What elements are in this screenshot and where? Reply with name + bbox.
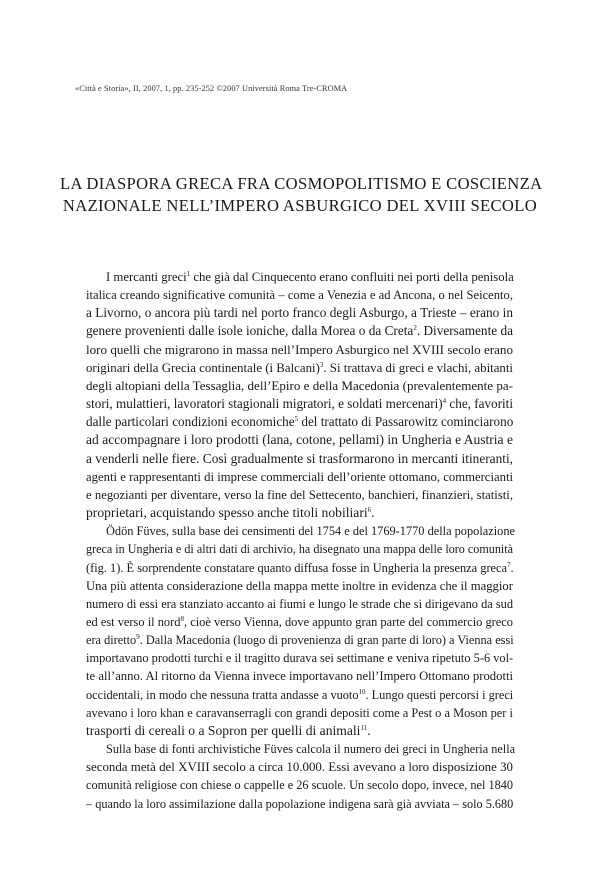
line-text: seconda metà del XVIII secolo a circa 10.000. Essi avevano a loro disposizione 30 xyxy=(86,760,513,775)
line-text: Sulla base di fonti archivistiche Füves calcola il numero dei greci in Ungheria nella xyxy=(106,742,516,757)
text-line xyxy=(86,758,513,776)
text-line xyxy=(86,341,513,359)
text-line xyxy=(86,722,513,740)
line-text: originari della Grecia continentale (i Balcani) xyxy=(86,360,320,375)
footnote-marker[interactable]: 11 xyxy=(360,723,368,732)
article-body xyxy=(86,268,516,813)
line-text: avevano i loro khan e caravanserragli con grandi depositi come a Pest o a Moson per i xyxy=(86,705,513,720)
running-head: «Città e Storia», II, 2007, 1, pp. 235-252 ©2007 Università Roma Tre-CROMA xyxy=(75,84,348,93)
footnote-marker[interactable]: 1 xyxy=(186,270,191,278)
line-text: ed est verso il nord xyxy=(86,614,181,629)
text-line xyxy=(86,486,513,504)
article-title xyxy=(60,173,543,217)
paragraph xyxy=(86,268,513,522)
text-line xyxy=(86,377,513,395)
text-line xyxy=(86,304,513,322)
text-line xyxy=(86,522,513,540)
text-line xyxy=(86,704,513,722)
footnote-marker[interactable]: 10 xyxy=(358,687,366,696)
line-text: ad accompagnare i loro prodotti (lana, cotone, pellami) in Ungheria e Austria e xyxy=(86,432,513,448)
text-line xyxy=(86,667,513,685)
line-text: genere provenienti dalle isole ioniche, dalla Morea o da Creta xyxy=(86,323,414,339)
footnote-marker[interactable]: 4 xyxy=(442,397,447,406)
text-line xyxy=(86,431,513,449)
text-line xyxy=(86,395,513,413)
line-text: proprietari, acquistando spesso anche titoli nobiliari xyxy=(86,505,368,521)
line-text: stori, mulattieri, lavoratori stagionali migratori, e soldati mercenari) xyxy=(86,396,443,412)
line-text: trasporti di cereali o a Sopron per quelli di animali xyxy=(86,722,361,738)
line-text: occidentali, in modo che nessuna tratta andasse a vuoto xyxy=(86,687,359,702)
line-text: Ödön Füves, sulla base dei censimenti del 1754 e del 1769-1770 della popolazione xyxy=(106,524,515,539)
paragraph xyxy=(86,740,516,813)
line-text: Una più attenta considerazione della mappa mette inoltre in evidenza che il maggior xyxy=(86,578,513,593)
text-line xyxy=(86,268,513,286)
line-text: del trattato di Passarowitz cominciarono xyxy=(298,414,514,430)
line-text: – quando la loro assimilazione dalla popolazione indigena sarà già avviata – solo 5.680 xyxy=(86,796,514,811)
line-text: che già dal Cinquecento erano confluiti nei porti della penisola xyxy=(190,270,514,284)
line-text: degli altopiani della Tessaglia, dell’Epiro e della Macedonia (prevalentemente pa- xyxy=(86,377,513,393)
text-line xyxy=(86,359,513,377)
line-text: importavano prodotti turchi e il tragitto durava sei settimane e veniva ripetuto 5-6 vol- xyxy=(86,651,514,666)
line-text: . Dalla Macedonia (luogo di provenienza di gran parte di loro) a Vienna essi xyxy=(139,633,514,648)
line-text: . xyxy=(371,505,375,521)
text-line xyxy=(86,631,513,649)
line-text: a venderli nelle fiere. Così gradualmente si trasformarono in mercanti itineranti, xyxy=(86,450,513,466)
text-line xyxy=(86,286,513,304)
line-text: era diretto xyxy=(86,633,137,648)
text-line xyxy=(86,450,513,468)
line-text: comunità religiose con chiese o cappelle e 26 scuole. Un secolo dopo, invece, nel 1840 xyxy=(86,778,513,793)
line-text: agenti e rappresentanti di imprese commerciali dell’oriente ottomano, commercianti xyxy=(86,469,513,484)
text-line xyxy=(86,613,513,631)
footnote-marker[interactable]: 8 xyxy=(180,614,184,623)
text-line xyxy=(86,504,513,522)
text-line xyxy=(86,686,513,704)
line-text: . Si trattava di greci e vlachi, abitanti xyxy=(323,360,513,375)
footnote-marker[interactable]: 5 xyxy=(294,415,299,424)
line-text: numero di essi era stanziato accanto ai fiumi e lungo le strade che si dirigevano da sud xyxy=(86,596,513,611)
footnote-marker[interactable]: 3 xyxy=(319,360,324,369)
line-text: . xyxy=(510,560,514,575)
line-text: italica creando significative comunità – come a Venezia e ad Ancona, o nel Seicento, xyxy=(86,288,513,303)
line-text: . Diversamente da xyxy=(416,323,513,339)
footnote-marker[interactable]: 6 xyxy=(367,506,372,515)
text-line xyxy=(86,740,516,758)
line-text: . Lungo questi percorsi i greci xyxy=(365,687,514,702)
text-line xyxy=(86,413,513,431)
footnote-marker[interactable]: 7 xyxy=(507,560,511,569)
text-line xyxy=(86,540,513,558)
paragraph xyxy=(86,522,513,740)
text-line xyxy=(86,595,513,613)
title-line: LA DIASPORA GRECA FRA COSMOPOLITISMO E COSCIENZA xyxy=(60,174,543,193)
text-line xyxy=(86,322,513,340)
line-text: dalle particolari condizioni economiche xyxy=(86,414,295,430)
title-line: NAZIONALE NELL’IMPERO ASBURGICO DEL XVIII SECOLO xyxy=(62,196,538,215)
line-text: , cioè verso Vienna, dove appunto gran parte del commercio greco xyxy=(183,614,513,629)
text-line xyxy=(86,795,513,813)
text-line xyxy=(86,577,513,595)
text-line xyxy=(86,776,513,794)
line-text: a Livorno, o ancora più tardi nel porto franco degli Asburgo, a Trieste – erano in xyxy=(86,305,513,321)
line-text: loro quelli che migrarono in massa nell’Impero Asburgico nel XVIII secolo erano xyxy=(86,341,513,357)
text-line xyxy=(86,468,513,486)
footnote-marker[interactable]: 9 xyxy=(136,633,140,642)
text-line xyxy=(86,649,513,667)
line-text: (fig. 1). È sorprendente constatare quanto diffusa fosse in Ungheria la presenza greca xyxy=(86,560,508,575)
footnote-marker[interactable]: 2 xyxy=(413,324,417,333)
line-text: che, favoriti xyxy=(446,396,513,412)
line-text: te all’anno. Al ritorno da Vienna invece importavano nell’Impero Ottomano prodotti xyxy=(86,669,513,684)
line-text: e negozianti per diventare, verso la fine del Settecento, banchieri, finanzieri, statisti, xyxy=(86,487,513,502)
line-text: I mercanti greci xyxy=(106,270,187,284)
line-text: . xyxy=(367,722,371,738)
text-line xyxy=(86,559,513,577)
line-text: greca in Ungheria e di altri dati di archivio, ha disegnato una mappa delle loro comunità xyxy=(86,542,513,557)
